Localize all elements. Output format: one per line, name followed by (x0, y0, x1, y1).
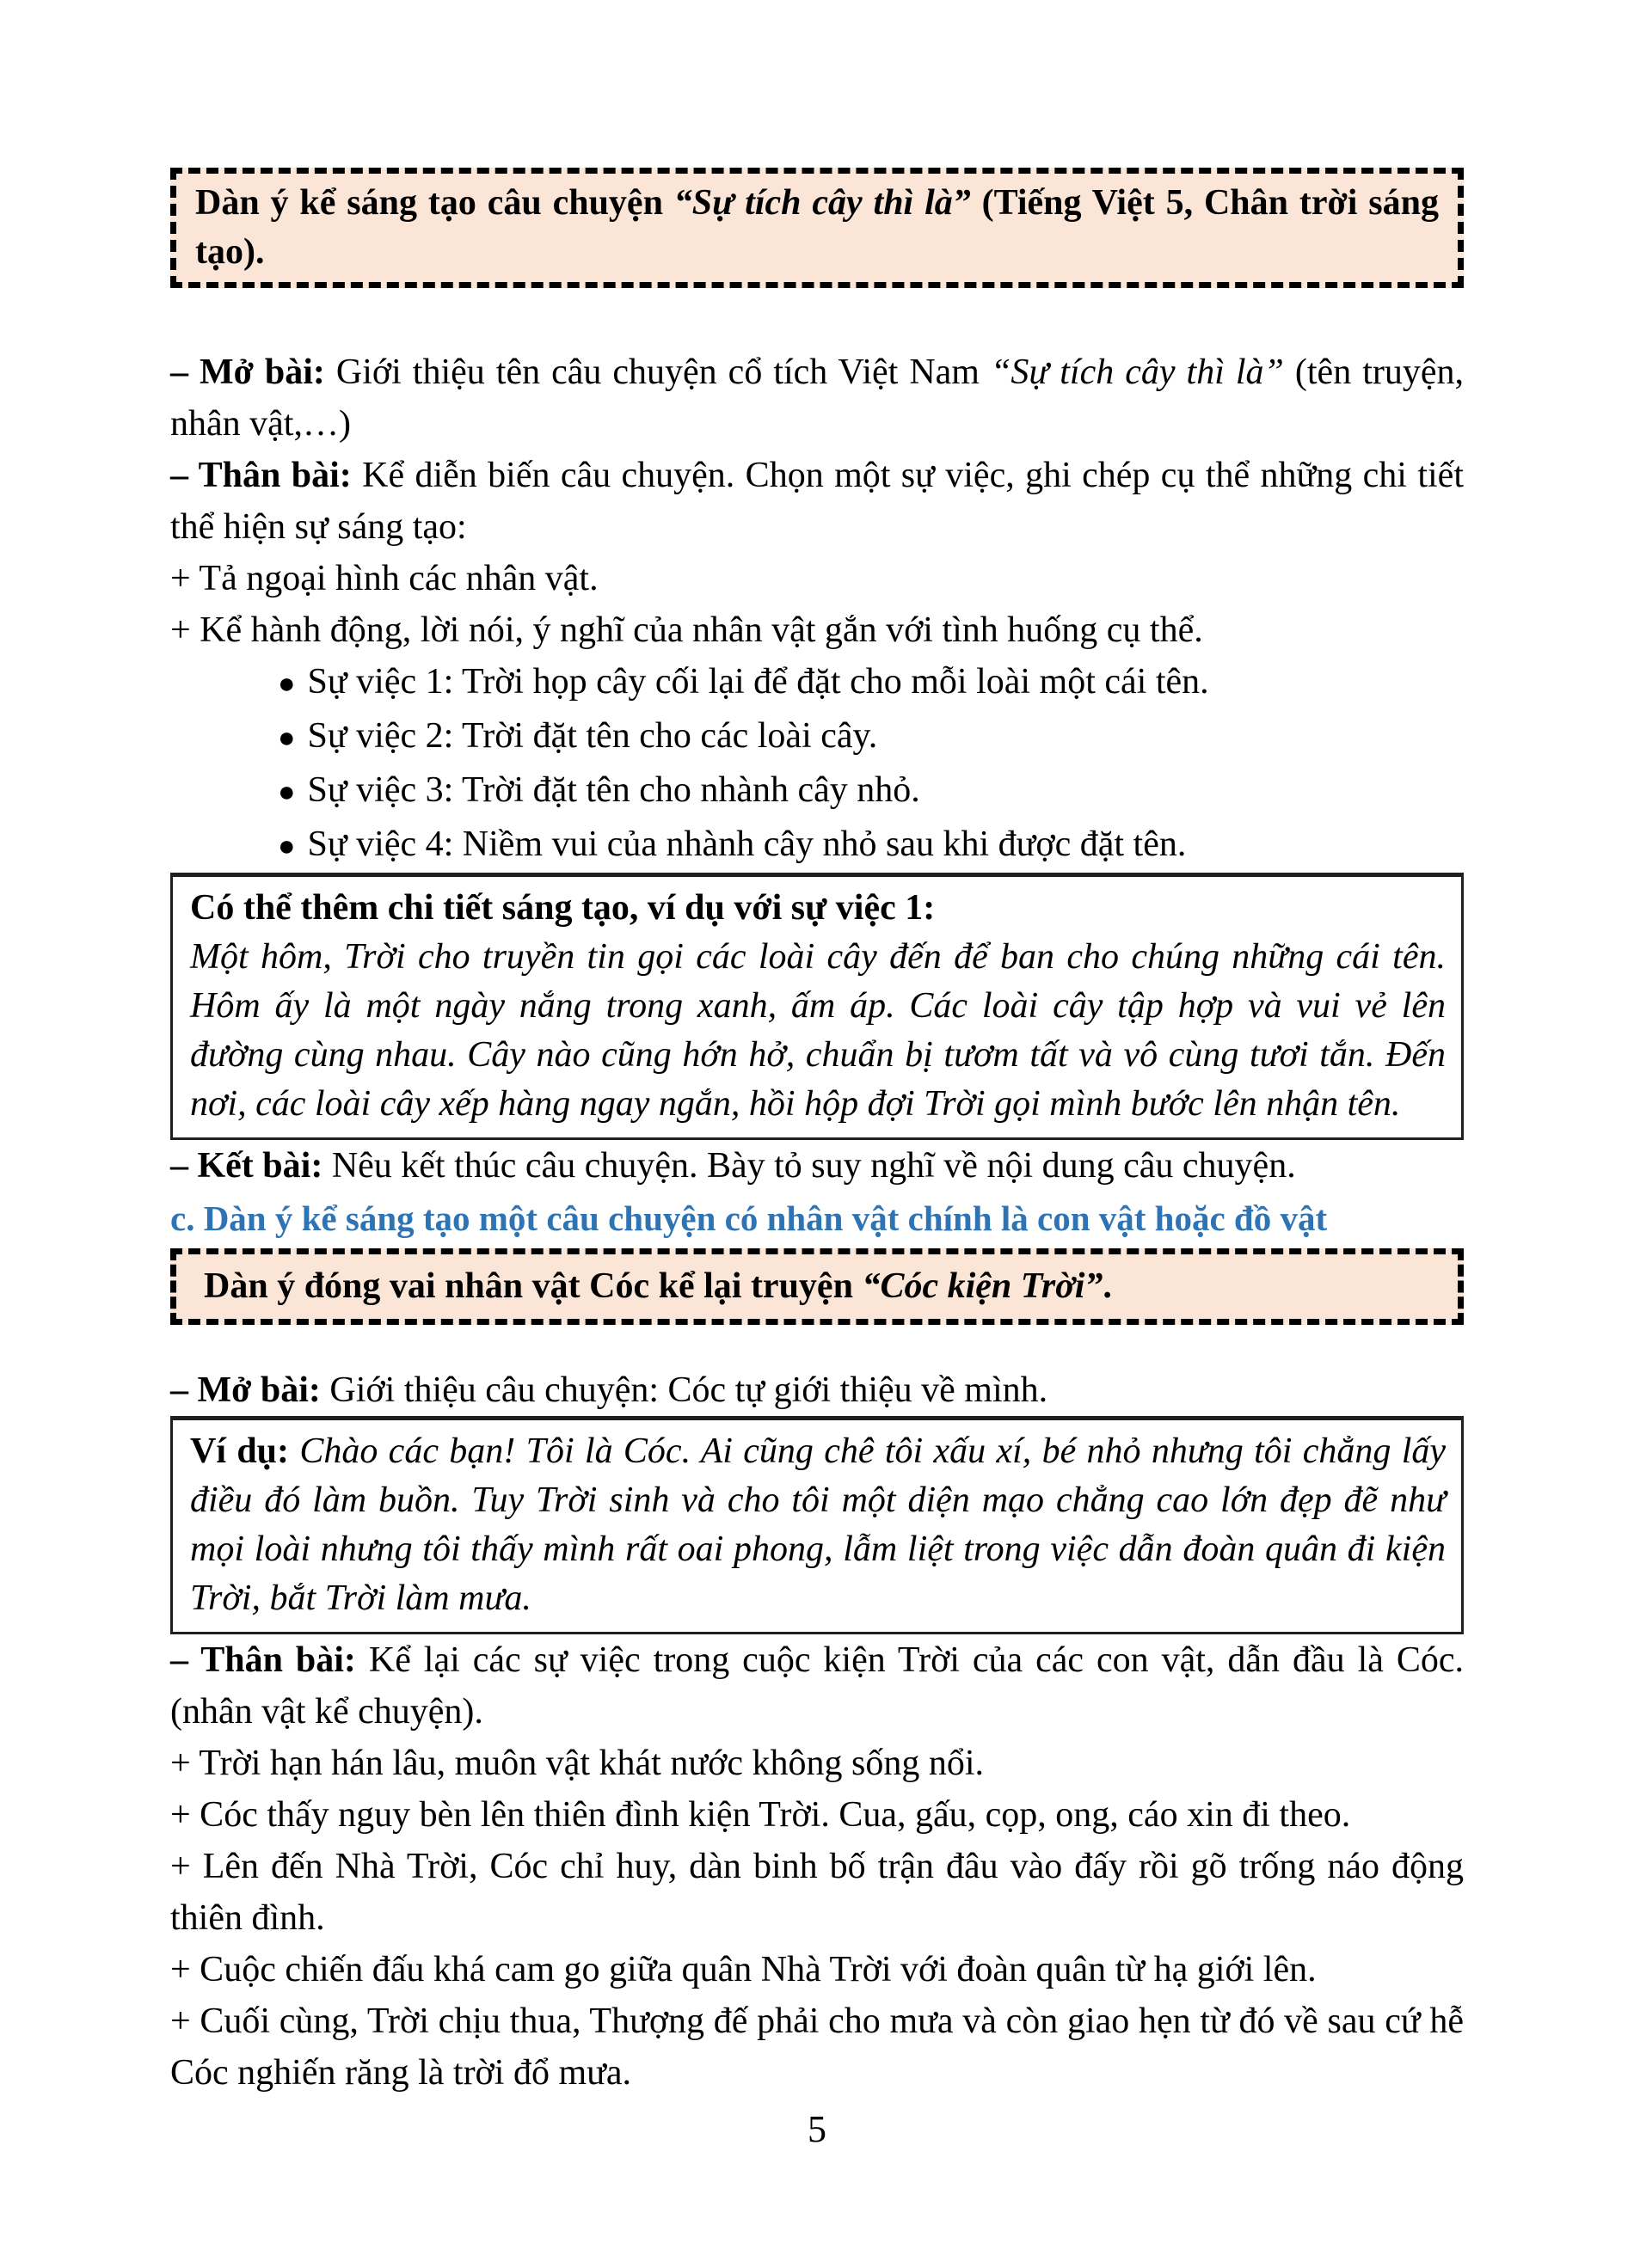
page-number: 5 (808, 2108, 826, 2150)
plus-item: + Cuộc chiến đấu khá cam go giữa quân Nhà Trời với đoàn quân từ hạ giới lên. (170, 1950, 1317, 1989)
ket-bai-text: Nêu kết thúc câu chuyện. Bày tỏ suy nghĩ về nội dung câu chuyện. (322, 1146, 1296, 1186)
vi-du-label: Ví dụ: (190, 1431, 290, 1471)
mo-bai-2-paragraph (170, 1364, 1464, 1416)
mo-bai-1-paragraph (170, 346, 1464, 450)
title-suffix: (Tiếng Việt 5, Chân trời sáng tạo). (195, 183, 1439, 272)
creative-box-heading: Có thể thêm chi tiết sáng tạo, ví dụ với sự việc 1: (190, 888, 936, 928)
creative-box-body: Một hôm, Trời cho truyền tin gọi các loài cây đến để ban cho chúng những cái tên. Hôm ấy là một ngày nắng trong xanh, ấm áp. Các loài cây tập hợp và vui vẻ lên đường cùng nhau. Cây nào cũng hớn hở, chuẩn bị tươm tất và vô cùng tươi tắn. Đến nơi, các loài cây xếp hàng ngay ngắn, hồi hộp đợi Trời gọi mình bước lên nhận tên. (190, 937, 1446, 1124)
bullet-icon: ● (278, 722, 296, 754)
plus-item: + Trời hạn hán lâu, muôn vật khát nước không sống nổi. (170, 1744, 984, 1783)
list-item (170, 710, 1464, 764)
vi-du-example-box (170, 1416, 1464, 1634)
ket-bai-label: – Kết bài: (170, 1146, 323, 1186)
bullet-text: Sự việc 4: Niềm vui của nhành cây nhỏ sau khi được đặt tên. (307, 824, 1187, 864)
bullet-icon: ● (278, 831, 296, 862)
plus-item: + Cuối cùng, Trời chịu thua, Thượng đế phải cho mưa và còn giao hẹn từ đó về sau cứ hễ Cóc nghiến răng là trời đổ mưa. (170, 2001, 1464, 2093)
coc-title-suffix: . (1103, 1266, 1112, 1306)
bullet-text: Sự việc 2: Trời đặt tên cho các loài cây. (307, 716, 878, 756)
than-bai-2-label: – Thân bài: (170, 1640, 356, 1680)
than-bai-1-label: – Thân bài: (170, 456, 352, 495)
list-item (170, 818, 1464, 873)
title-prefix: Dàn ý kể sáng tạo câu chuyện (195, 183, 674, 223)
than-bai-2-paragraph (170, 1634, 1464, 1738)
mo-bai-1-text-before: Giới thiệu tên câu chuyện cổ tích Việt Nam (324, 352, 991, 392)
coc-title-prefix: Dàn ý đóng vai nhân vật Cóc kể lại truyện (204, 1266, 863, 1306)
mo-bai-2-text: Giới thiệu câu chuyện: Cóc tự giới thiệu về mình. (320, 1370, 1048, 1410)
coc-story-title-quoted: “Cóc kiện Trời” (862, 1266, 1103, 1306)
bullet-icon: ● (278, 668, 296, 700)
plus-item: + Kể hành động, lời nói, ý nghĩ của nhân vật gắn với tình huống cụ thể. (170, 610, 1203, 650)
creative-example-box (170, 873, 1464, 1140)
than-bai-2-text: Kể lại các sự việc trong cuộc kiện Trời của các con vật, dẫn đầu là Cóc. (nhân vật kể chuyện). (170, 1640, 1464, 1732)
mo-bai-1-text-after: (tên truyện, nhân vật,…) (170, 352, 1464, 444)
mo-bai-2-label: – Mở bài: (170, 1370, 321, 1410)
bullet-text: Sự việc 1: Trời họp cây cối lại để đặt cho mỗi loài một cái tên. (307, 662, 1209, 702)
plus-item: + Lên đến Nhà Trời, Cóc chỉ huy, dàn binh bố trận đâu vào đấy rồi gõ trống náo động thiên đình. (170, 1847, 1464, 1938)
list-item (170, 656, 1464, 710)
mo-bai-1-quote: “Sự tích cây thì là” (990, 352, 1284, 392)
list-item (170, 764, 1464, 818)
bullet-icon: ● (278, 776, 296, 808)
vi-du-text: Chào các bạn! Tôi là Cóc. Ai cũng chê tôi xấu xí, bé nhỏ nhưng tôi chẳng lấy điều đó làm buồn. Tuy Trời sinh và cho tôi một diện mạo chẳng cao lớn đẹp đẽ như mọi loài nhưng tôi thấy mình rất oai phong, lẫm liệt trong việc dẫn đoàn quân đi kiện Trời, bắt Trời làm mưa. (190, 1431, 1446, 1618)
title-box-coc-kien-troi (170, 1248, 1464, 1325)
title-box-su-tich-cay-thi-la (170, 168, 1464, 288)
page-content (170, 168, 1464, 2099)
bullet-text: Sự việc 3: Trời đặt tên cho nhành cây nhỏ. (307, 770, 920, 810)
vi-du-body (190, 1427, 1446, 1623)
than-bai-1-paragraph (170, 450, 1464, 553)
plus-item: + Tả ngoại hình các nhân vật. (170, 559, 599, 598)
story-title-quoted: “Sự tích cây thì là” (673, 183, 971, 223)
mo-bai-1-label: – Mở bài: (170, 352, 325, 392)
plus-item: + Cóc thấy nguy bèn lên thiên đình kiện Trời. Cua, gấu, cọp, ong, cáo xin đi theo. (170, 1795, 1351, 1835)
ket-bai-paragraph (170, 1140, 1464, 1192)
than-bai-1-text: Kể diễn biến câu chuyện. Chọn một sự việc, ghi chép cụ thể những chi tiết thể hiện sự sáng tạo: (170, 456, 1464, 547)
section-c-heading: c. Dàn ý kể sáng tạo một câu chuyện có nhân vật chính là con vật hoặc đồ vật (170, 1198, 1328, 1238)
